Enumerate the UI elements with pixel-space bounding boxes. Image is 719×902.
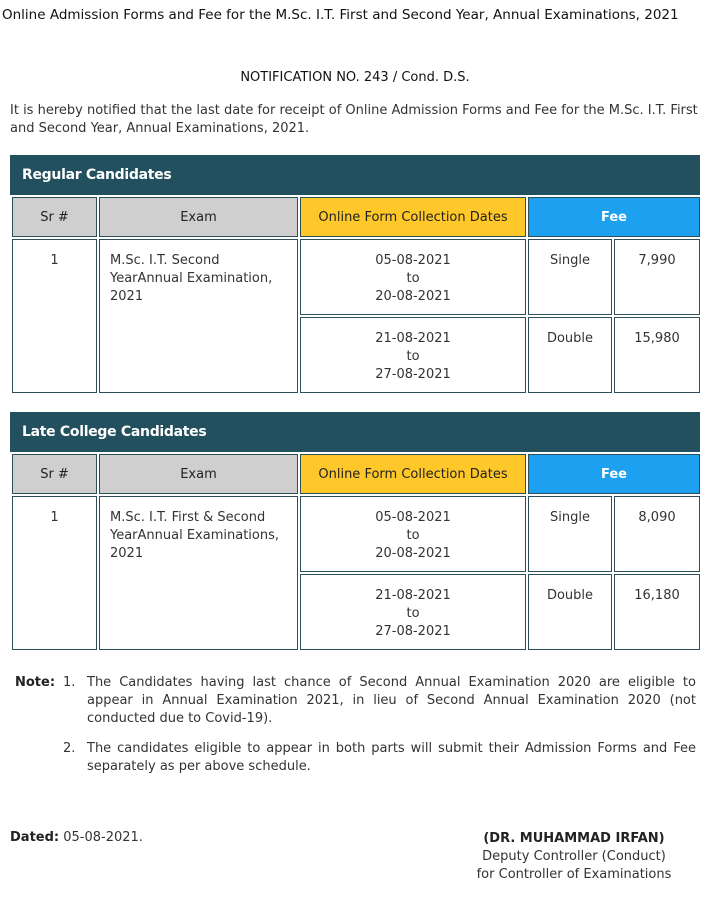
fee-type-cell: Double bbox=[528, 574, 612, 650]
signature-office: for Controller of Examinations bbox=[476, 867, 672, 882]
fee-type-cell: Double bbox=[528, 317, 612, 393]
col-header-sr: Sr # bbox=[12, 454, 97, 494]
date-range-cell bbox=[300, 574, 526, 650]
col-header-dates: Online Form Collection Dates bbox=[300, 197, 526, 237]
fee-type-cell: Single bbox=[528, 496, 612, 572]
note-number: 2. bbox=[63, 741, 76, 756]
note-item bbox=[0, 674, 719, 730]
signature-name: (DR. MUHAMMAD IRFAN) bbox=[483, 831, 665, 846]
exam-cell: M.Sc. I.T. Second YearAnnual Examination, 2021 bbox=[99, 239, 298, 393]
date-to-word: to bbox=[406, 528, 420, 543]
exam-cell: M.Sc. I.T. First & Second YearAnnual Examinations, 2021 bbox=[99, 496, 298, 650]
date-to: 27-08-2021 bbox=[375, 624, 451, 639]
date-range-cell bbox=[300, 239, 526, 315]
date-to: 20-08-2021 bbox=[375, 289, 451, 304]
fee-amount-cell: 15,980 bbox=[614, 317, 700, 393]
col-header-sr: Sr # bbox=[12, 197, 97, 237]
col-header-fee: Fee bbox=[528, 454, 700, 494]
date-to-word: to bbox=[406, 271, 420, 286]
fee-amount-cell: 8,090 bbox=[614, 496, 700, 572]
col-header-dates: Online Form Collection Dates bbox=[300, 454, 526, 494]
note-label: Note: bbox=[15, 675, 56, 690]
notification-number: NOTIFICATION NO. 243 / Cond. D.S. bbox=[240, 70, 470, 85]
section-heading: Late College Candidates bbox=[10, 412, 700, 452]
regular-candidates-table bbox=[10, 155, 700, 393]
col-header-fee: Fee bbox=[528, 197, 700, 237]
date-range-cell bbox=[300, 317, 526, 393]
col-header-exam: Exam bbox=[99, 454, 298, 494]
note-text: The candidates eligible to appear in both parts will submit their Admission Forms and Fee separately as per above schedule. bbox=[87, 741, 696, 774]
fee-amount-cell: 16,180 bbox=[614, 574, 700, 650]
date-to: 20-08-2021 bbox=[375, 546, 451, 561]
late-college-candidates-table bbox=[10, 412, 700, 650]
col-header-exam: Exam bbox=[99, 197, 298, 237]
note-text: The Candidates having last chance of Second Annual Examination 2020 are eligible to appear in Annual Examination 2021, in lieu of Second Annual Examination 2020 (not conducted due to Covid-19). bbox=[87, 675, 696, 726]
date-to-word: to bbox=[406, 606, 420, 621]
date-from: 05-08-2021 bbox=[375, 510, 451, 525]
intro-paragraph: It is hereby notified that the last date for receipt of Online Admission Forms and Fee for the M.Sc. I.T. First and Second Year, Annual Examinations, 2021. bbox=[10, 103, 698, 136]
dated-line bbox=[10, 830, 143, 845]
date-range-cell bbox=[300, 496, 526, 572]
fee-type-cell: Single bbox=[528, 239, 612, 315]
date-to: 27-08-2021 bbox=[375, 367, 451, 382]
sr-cell: 1 bbox=[12, 496, 97, 650]
fee-amount-cell: 7,990 bbox=[614, 239, 700, 315]
note-item bbox=[0, 740, 719, 778]
page-title: Online Admission Forms and Fee for the M.Sc. I.T. First and Second Year, Annual Examinations, 2021 bbox=[2, 7, 679, 23]
date-from: 21-08-2021 bbox=[375, 331, 451, 346]
section-heading: Regular Candidates bbox=[10, 155, 700, 195]
date-from: 21-08-2021 bbox=[375, 588, 451, 603]
dated-value: 05-08-2021. bbox=[63, 830, 143, 845]
signature-designation: Deputy Controller (Conduct) bbox=[482, 849, 666, 864]
sr-cell: 1 bbox=[12, 239, 97, 393]
note-number: 1. bbox=[63, 675, 76, 690]
date-to-word: to bbox=[406, 349, 420, 364]
dated-label: Dated: bbox=[10, 830, 60, 845]
date-from: 05-08-2021 bbox=[375, 253, 451, 268]
